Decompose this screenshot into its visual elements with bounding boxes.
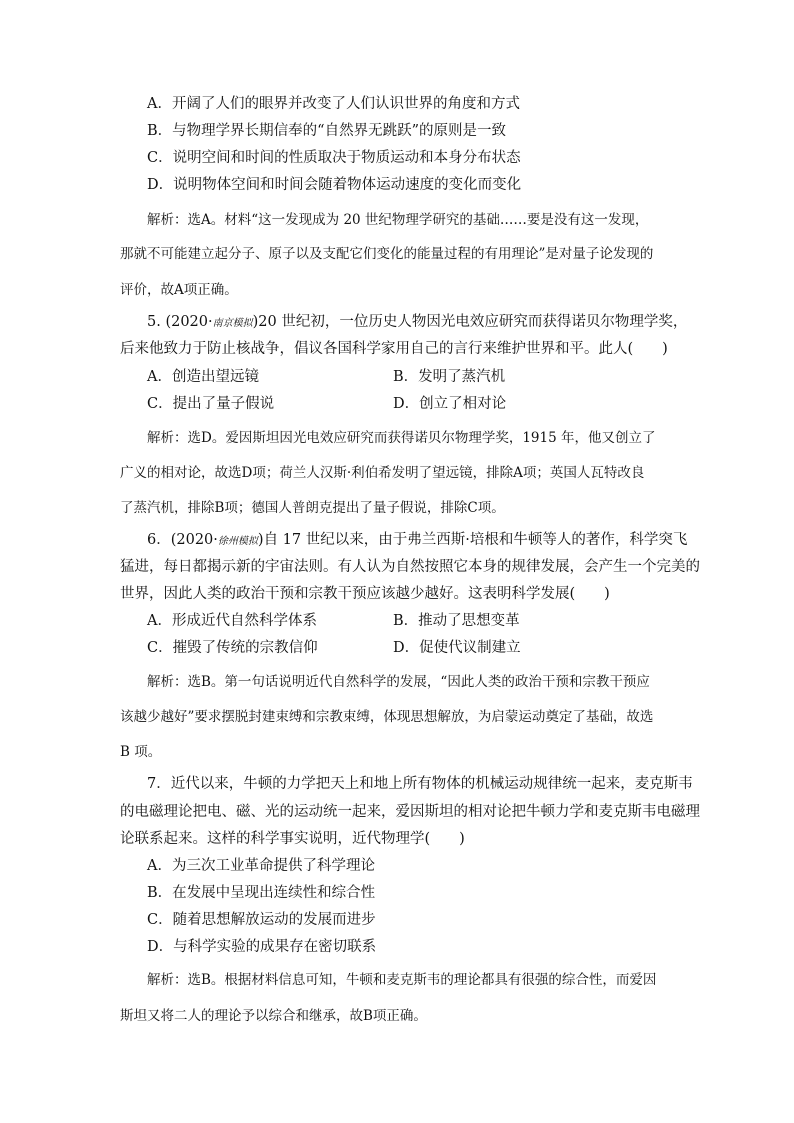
q6-option-d: D．促使代议制建立 [393,640,521,656]
q5-number: 5. (2020· [147,314,213,330]
q7-option-a: A．为三次工业革命提供了科学理论 [147,858,375,874]
q6-analysis-line-1: 解析：选B。第一句话说明近代自然科学的发展，“因此人类的政治干预和宗教干预应 [147,674,650,690]
q7-analysis-line-2: 斯坦又将二人的理论予以综合和继承，故B项正确。 [120,1008,427,1024]
q5-option-c: C．提出了量子假说 [147,396,275,412]
q4-option-c: C．说明空间和时间的性质取决于物质运动和本身分布状态 [147,150,521,166]
q5-stem-line-2: 后来他致力于防止核战争，倡议各国科学家用自己的言行来维护世界和平。此人( ) [120,341,668,357]
q4-option-b: B．与物理学界长期信奉的“自然界无跳跃”的原则是一致 [147,123,506,139]
q7-analysis-line-1: 解析：选B。根据材料信息可知，牛顿和麦克斯韦的理论都具有很强的综合性，而爱因 [147,972,657,988]
q5-option-b: B．发明了蒸汽机 [393,369,506,385]
q4-analysis-line-1: 解析：选A。材料“这一发现成为 20 世纪物理学研究的基础……要是没有这一发现， [147,212,649,228]
q4-option-a: A．开阔了人们的眼界并改变了人们认识世界的角度和方式 [147,96,520,112]
q6-option-b: B．推动了思想变革 [393,613,520,629]
q7-option-c: C．随着思想解放运动的发展而进步 [147,912,376,928]
q5-analysis-line-2: 广义的相对论，故选D项；荷兰人汉斯·利伯希发明了望远镜，排除A项；英国人瓦特改良 [120,465,645,481]
q5-option-d: D．创立了相对论 [393,396,507,412]
q5-source: 南京模拟 [212,318,253,329]
q7-stem-line-2: 的电磁理论把电、磁、光的运动统一起来，爱因斯坦的相对论把牛顿力学和麦克斯韦电磁理 [120,804,700,820]
q6-stem-line-2: 猛进，每日都揭示新的宇宙法则。有人认为自然按照它本身的规律发展，会产生一个完美的 [120,559,700,575]
q4-analysis-line-2: 那就不可能建立起分子、原子以及支配它们变化的能量过程的有用理论”是对量子论发现的 [120,246,654,262]
q6-stem-rest: )自 17 世纪以来，由于弗兰西斯·培根和牛顿等人的著作，科学突飞 [257,532,688,548]
q5-analysis-line-3: 了蒸汽机，排除B项；德国人普朗克提出了量子假说，排除C项。 [120,500,505,516]
q6-source: 徐州模拟 [217,536,258,547]
q6-analysis-line-3: B 项。 [120,744,162,760]
q5-stem-rest: )20 世纪初，一位历史人物因光电效应研究而获得诺贝尔物理学奖， [252,314,688,330]
q6-analysis-line-2: 该越少越好”要求摆脱封建束缚和宗教束缚，体现思想解放，为启蒙运动奠定了基础，故选 [120,709,654,725]
q5-analysis-line-1: 解析：选D。爱因斯坦因光电效应研究而获得诺贝尔物理学奖，1915 年，他又创立了 [147,430,656,446]
q5-stem-line-1 [147,312,687,332]
q7-stem-line-3: 论联系起来。这样的科学事实说明，近代物理学( ) [120,831,465,847]
q7-option-d: D．与科学实验的成果存在密切联系 [147,939,377,955]
q5-option-a: A．创造出望远镜 [147,369,259,385]
q6-option-c: C．摧毁了传统的宗教信仰 [147,640,318,656]
q7-option-b: B．在发展中呈现出连续性和综合性 [147,885,376,901]
q6-stem-line-1 [147,530,687,550]
q6-option-a: A．形成近代自然科学体系 [147,613,317,629]
q4-analysis-line-3: 评价，故A项正确。 [120,282,238,298]
q6-stem-line-3: 世界，因此人类的政治干预和宗教干预应该越少越好。这表明科学发展( ) [120,586,610,602]
q6-number: 6．(2020· [147,532,218,548]
q7-stem-line-1: 7．近代以来，牛顿的力学把天上和地上所有物体的机械运动规律统一起来，麦克斯韦 [147,776,693,792]
q4-option-d: D．说明物体空间和时间会随着物体运动速度的变化而变化 [147,177,522,193]
